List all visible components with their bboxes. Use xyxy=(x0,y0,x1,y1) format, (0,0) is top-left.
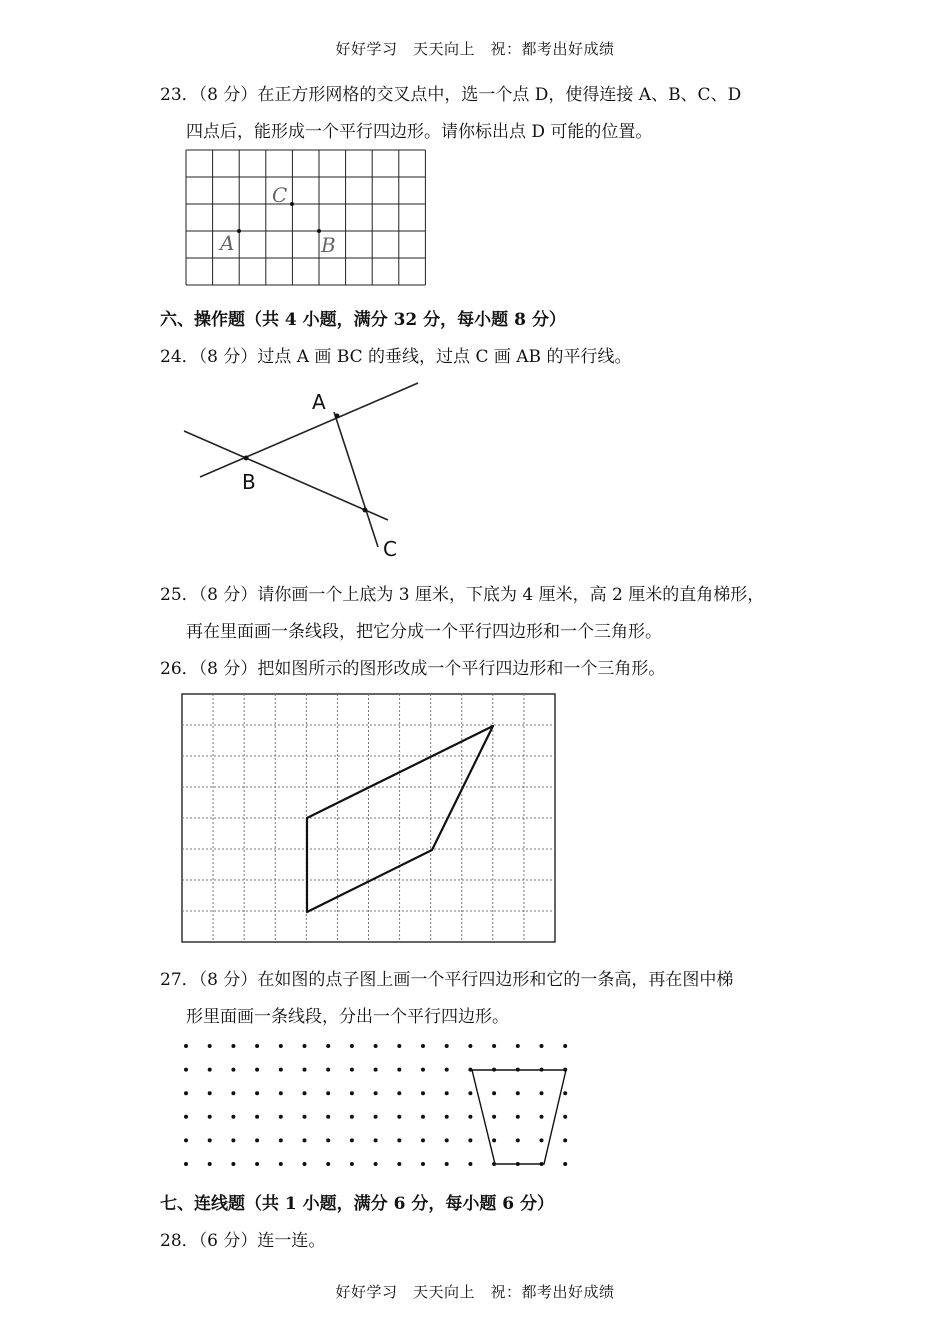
q27-grid-dot xyxy=(445,1044,449,1048)
q27-grid-dot xyxy=(208,1115,212,1119)
q27-grid-dot xyxy=(468,1044,472,1048)
q27-grid-dot xyxy=(208,1091,212,1095)
q27-grid-dot xyxy=(326,1044,330,1048)
q27-grid-dot xyxy=(563,1115,567,1119)
q27-grid-dot xyxy=(374,1044,378,1048)
q23-label-b: B xyxy=(321,233,336,257)
q27-grid-dot xyxy=(350,1138,354,1142)
q27-grid-dot xyxy=(421,1115,425,1119)
q27-grid-dot xyxy=(184,1068,188,1072)
q27-grid-dot xyxy=(326,1162,330,1166)
q27-grid-dot xyxy=(468,1115,472,1119)
q27-grid-dot xyxy=(208,1044,212,1048)
q27-grid-dot xyxy=(279,1068,283,1072)
q27-grid-dot xyxy=(350,1044,354,1048)
q27-grid-dot xyxy=(255,1138,259,1142)
q27-grid-dot xyxy=(208,1068,212,1072)
q27-grid-dot xyxy=(540,1044,544,1048)
q28-text-line1: 28．（6 分）连一连。 xyxy=(160,1231,326,1251)
q27-grid-dot xyxy=(516,1044,520,1048)
q24-label-c: C xyxy=(383,537,397,561)
q27-grid-dot xyxy=(516,1138,520,1142)
q27-grid-dot xyxy=(303,1115,307,1119)
q27-grid-dot xyxy=(303,1091,307,1095)
q27-grid-dot xyxy=(516,1091,520,1095)
q27-grid-dot xyxy=(184,1162,188,1166)
q27-grid-dot xyxy=(350,1162,354,1166)
q23-text-line2: 四点后，能形成一个平行四边形。请你标出点 D 可能的位置。 xyxy=(186,122,653,142)
q27-grid-dot xyxy=(231,1115,235,1119)
q27-grid-dot xyxy=(445,1091,449,1095)
q27-grid-dot xyxy=(326,1068,330,1072)
q27-grid-dot xyxy=(397,1115,401,1119)
q27-grid-dot xyxy=(303,1138,307,1142)
q27-text-line2: 形里面画一条线段，分出一个平行四边形。 xyxy=(186,1007,509,1027)
q27-grid-dot xyxy=(540,1091,544,1095)
q27-grid-dot xyxy=(303,1068,307,1072)
q27-grid-dot xyxy=(326,1091,330,1095)
q27-grid-dot xyxy=(350,1091,354,1095)
q27-grid-dot xyxy=(279,1162,283,1166)
q27-grid-dot xyxy=(563,1162,567,1166)
q27-grid-dot xyxy=(540,1115,544,1119)
q24-label-a: A xyxy=(312,390,326,414)
q24-text-line1: 24．（8 分）过点 A 画 BC 的垂线，过点 C 画 AB 的平行线。 xyxy=(160,347,632,367)
q23-text-line1: 23．（8 分）在正方形网格的交叉点中，选一个点 D，使得连接 A、B、C、D xyxy=(160,85,742,105)
q27-grid-dot xyxy=(397,1162,401,1166)
q27-grid-dot xyxy=(255,1068,259,1072)
q27-grid-dot xyxy=(279,1138,283,1142)
q27-grid-dot xyxy=(563,1138,567,1142)
q27-grid-dot xyxy=(255,1115,259,1119)
q27-grid-dot xyxy=(184,1091,188,1095)
q27-grid-dot xyxy=(492,1044,496,1048)
q27-grid-dot xyxy=(516,1115,520,1119)
q27-grid-dot xyxy=(279,1044,283,1048)
q27-grid-dot xyxy=(397,1091,401,1095)
q27-grid-dot xyxy=(374,1115,378,1119)
q27-grid-dot xyxy=(350,1115,354,1119)
q27-grid-dot xyxy=(231,1068,235,1072)
q27-grid-dot xyxy=(326,1138,330,1142)
q27-grid-dot xyxy=(445,1162,449,1166)
q27-grid-dot xyxy=(303,1162,307,1166)
q27-grid-dot xyxy=(421,1138,425,1142)
q27-grid-dot xyxy=(303,1044,307,1048)
q27-grid-dot xyxy=(184,1044,188,1048)
q27-grid-dot xyxy=(397,1044,401,1048)
q27-grid-dot xyxy=(374,1138,378,1142)
q27-grid-dot xyxy=(208,1138,212,1142)
q26-text-line1: 26．（8 分）把如图所示的图形改成一个平行四边形和一个三角形。 xyxy=(160,659,666,679)
q27-grid-dot xyxy=(208,1162,212,1166)
q27-text-line1: 27．（8 分）在如图的点子图上画一个平行四边形和它的一条高，再在图中梯 xyxy=(160,970,734,990)
section-6-title: 六、操作题（共 4 小题，满分 32 分，每小题 8 分） xyxy=(160,310,566,330)
q27-grid-dot xyxy=(279,1115,283,1119)
q23-label-c: C xyxy=(272,183,288,207)
q27-grid-dot xyxy=(421,1091,425,1095)
q27-grid-dot xyxy=(421,1044,425,1048)
q27-grid-dot xyxy=(255,1091,259,1095)
q25-text-line2: 再在里面画一条线段，把它分成一个平行四边形和一个三角形。 xyxy=(186,622,662,642)
q27-grid-dot xyxy=(184,1138,188,1142)
q27-grid-dot xyxy=(374,1091,378,1095)
q27-grid-dot xyxy=(445,1115,449,1119)
q24-label-b: B xyxy=(242,470,256,494)
q27-grid-dot xyxy=(279,1091,283,1095)
q27-grid-dot xyxy=(255,1044,259,1048)
q27-grid-dot xyxy=(492,1138,496,1142)
q27-grid-dot xyxy=(445,1138,449,1142)
page-header: 好好学习 天天向上 祝：都考出好成绩 xyxy=(335,40,615,58)
q27-grid-dot xyxy=(563,1091,567,1095)
q27-grid-dot xyxy=(231,1138,235,1142)
q27-grid-dot xyxy=(374,1068,378,1072)
q27-grid-dot xyxy=(231,1162,235,1166)
q27-grid-dot xyxy=(421,1068,425,1072)
q27-grid-dot xyxy=(255,1162,259,1166)
page-footer: 好好学习 天天向上 祝：都考出好成绩 xyxy=(335,1283,615,1301)
q27-grid-dot xyxy=(468,1091,472,1095)
q27-grid-dot xyxy=(184,1115,188,1119)
q27-grid-dot xyxy=(397,1068,401,1072)
q27-grid-dot xyxy=(231,1044,235,1048)
q27-grid-dot xyxy=(540,1138,544,1142)
q27-grid-dot xyxy=(445,1068,449,1072)
q23-label-a: A xyxy=(220,231,235,255)
q27-grid-dot xyxy=(468,1162,472,1166)
q27-grid-dot xyxy=(326,1115,330,1119)
q27-grid-dot xyxy=(374,1162,378,1166)
q27-grid-dot xyxy=(492,1115,496,1119)
q25-text-line1: 25．（8 分）请你画一个上底为 3 厘米，下底为 4 厘米，高 2 厘米的直角梯形， xyxy=(160,585,765,605)
q27-grid-dot xyxy=(397,1138,401,1142)
q27-grid-dot xyxy=(350,1068,354,1072)
section-7-title: 七、连线题（共 1 小题，满分 6 分，每小题 6 分） xyxy=(160,1194,554,1214)
q27-grid-dot xyxy=(231,1091,235,1095)
q27-grid-dot xyxy=(468,1138,472,1142)
q27-grid-dot xyxy=(492,1091,496,1095)
q27-grid-dot xyxy=(563,1044,567,1048)
q27-grid-dot xyxy=(421,1162,425,1166)
